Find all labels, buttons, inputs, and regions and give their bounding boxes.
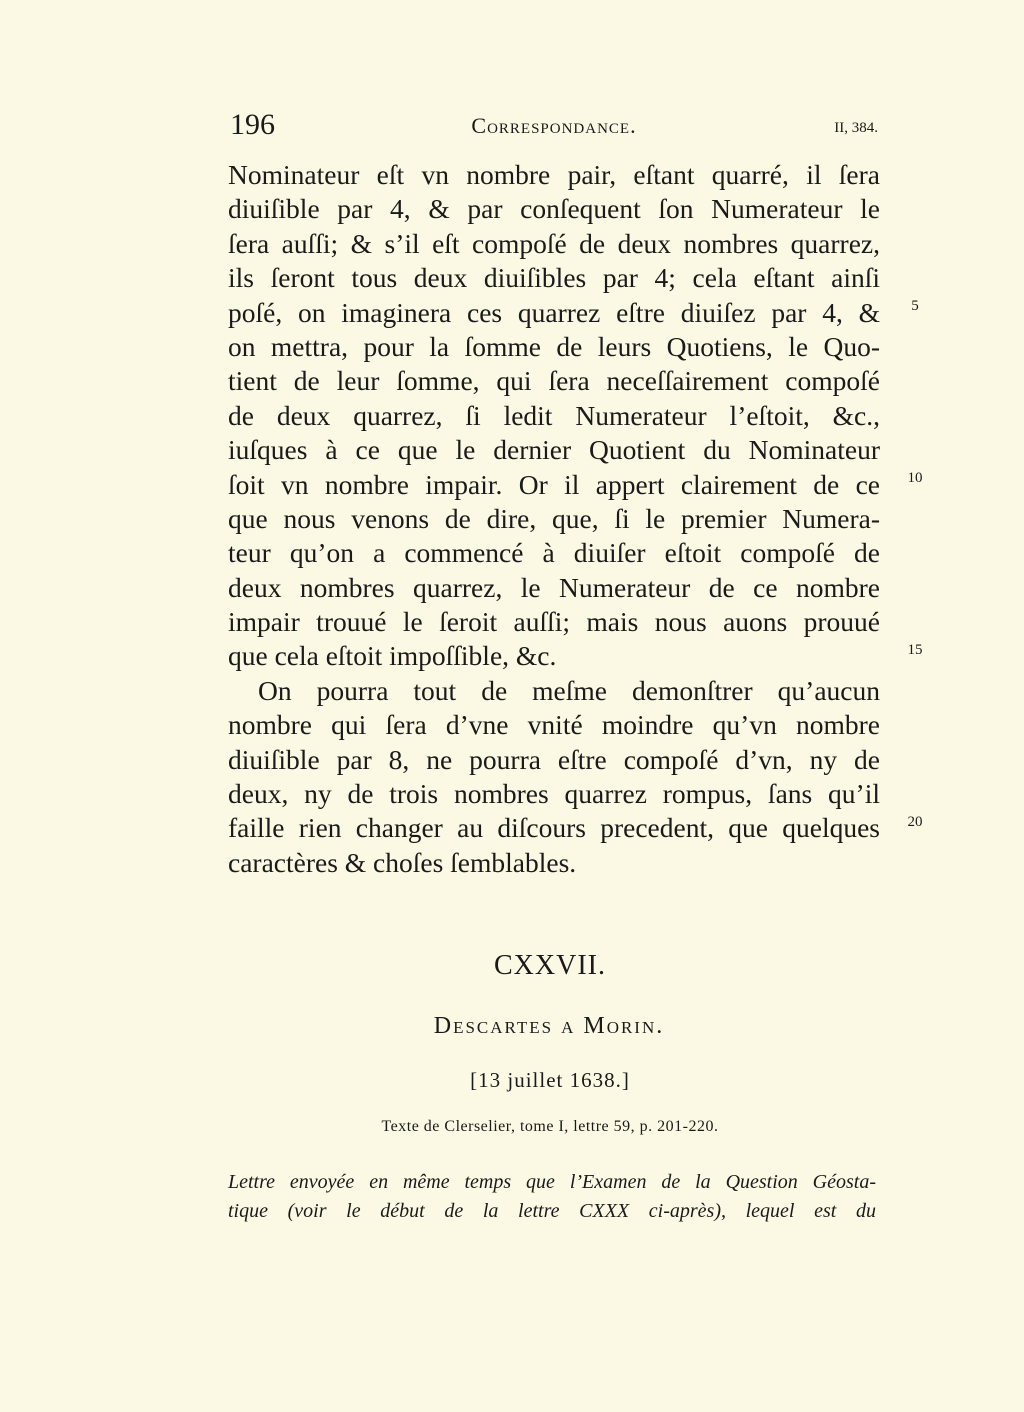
volume-reference: II, 384.: [834, 120, 878, 136]
text-line: impair trouué le ſeroit auſſi; mais nous auons prouué: [228, 606, 880, 638]
text-line: de deux quarrez, ſi ledit Numerateur l’eſtoit, &c.,: [228, 399, 880, 431]
text-line: que nous venons de dire, que, ſi le premier Numera-: [228, 502, 880, 534]
line-number-10: 10: [907, 470, 923, 486]
intro-line: Lettre envoyée en même temps que l’Examen de la Question Géosta-: [228, 1171, 876, 1193]
text-line: deux, ny de trois nombres quarrez rompus, ſans qu’il: [228, 778, 880, 810]
text-line: ils ſeront tous deux diuiſibles par 4; cela eſtant ainſi: [228, 262, 880, 294]
letter-title: Descartes a Morin.: [433, 1013, 665, 1039]
text-line: on mettra, pour la ſomme de leurs Quotiens, le Quo-: [228, 330, 880, 362]
running-title: Correspondance.: [471, 113, 637, 138]
text-line: diuiſible par 4, & par conſequent ſon Numerateur le: [228, 193, 880, 225]
text-line: iuſques à ce que le dernier Quotient du Nominateur: [228, 434, 880, 466]
body-text: [228, 158, 880, 880]
editorial-introduction: [228, 1168, 876, 1226]
text-line: teur qu’on a commencé à diuiſer eſtoit compoſé de: [228, 537, 880, 569]
text-line: que cela eſtoit impoſſible, &c.: [228, 640, 557, 672]
line-number-5: 5: [911, 298, 919, 314]
source-note: Texte de Clerselier, tome I, lettre 59, p. 201-220.: [381, 1118, 719, 1135]
text-line: diuiſible par 8, ne pourra eſtre compoſé d’vn, ny de: [228, 743, 880, 775]
text-line: Nominateur eſt vn nombre pair, eſtant quarré, il ſera: [228, 159, 880, 190]
text-line: ſoit vn nombre impair. Or il appert clairement de ce: [228, 468, 880, 500]
letter-number: CXXVII.: [494, 950, 606, 981]
text-line: faille rien changer au diſcours precedent, que quelques: [228, 812, 880, 844]
page-number: 196: [230, 108, 275, 141]
text-line: caractères & choſes ſemblables.: [228, 846, 577, 878]
text-line: tient de leur ſomme, qui ſera neceſſairement compoſé: [228, 365, 880, 397]
text-line: poſé, on imaginera ces quarrez eſtre diuiſez par 4, &: [228, 296, 880, 328]
letter-date: [13 juillet 1638.]: [470, 1068, 630, 1092]
line-number-15: 15: [907, 642, 923, 658]
page-header: [228, 108, 880, 148]
intro-line: tique (voir le début de la lettre CXXX ci-après), lequel est du: [228, 1200, 876, 1222]
line-number-20: 20: [907, 814, 923, 830]
text-line: nombre qui ſera d’vne vnité moindre qu’vn nombre: [228, 709, 880, 741]
paragraph-start-line: On pourra tout de meſme demonſtrer qu’aucun: [258, 674, 880, 706]
text-line: deux nombres quarrez, le Numerateur de ce nombre: [228, 571, 880, 603]
text-line: ſera auſſi; & s’il eſt compoſé de deux nombres quarrez,: [228, 227, 880, 259]
